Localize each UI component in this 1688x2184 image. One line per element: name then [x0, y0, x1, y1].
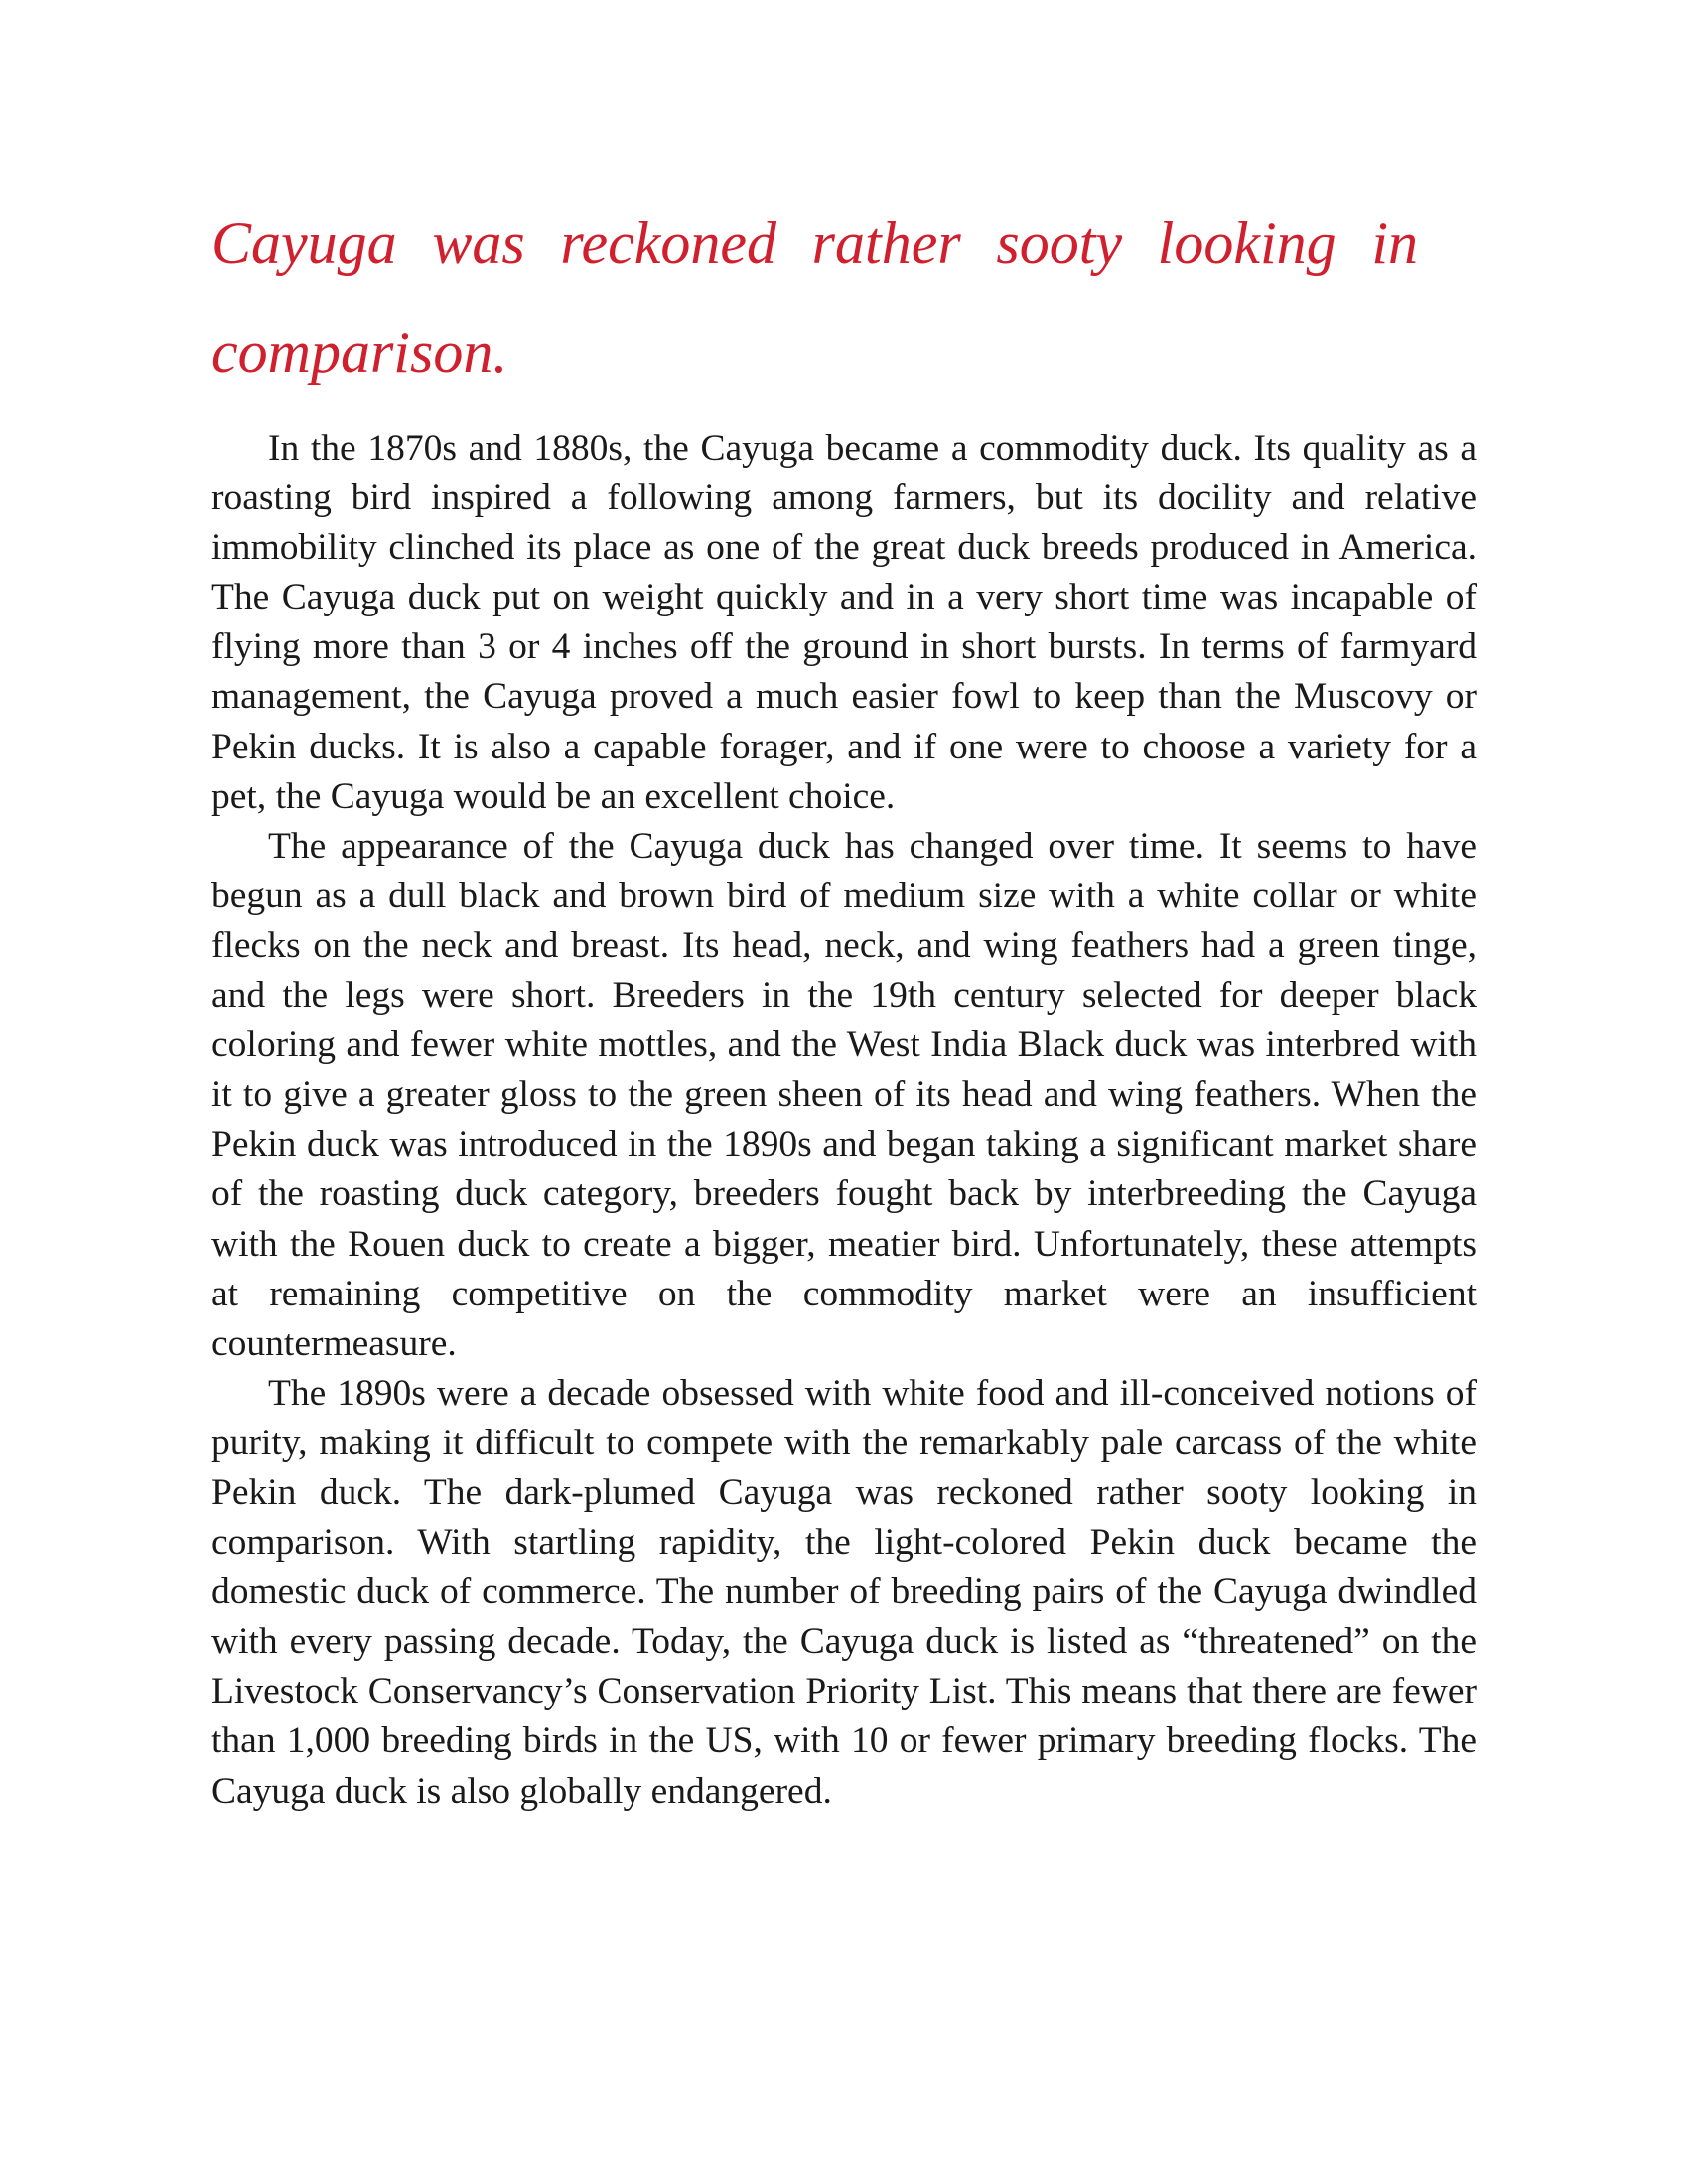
- paragraph-1: In the 1870s and 1880s, the Cayuga became a commodity duck. Its quality as a roasting bird inspired a following among farmers, but its docility and relative immobility clinched its place as one of the great duck breeds produced in America. The Cayuga duck put on weight quickly and in a very short time was incapable of flying more than 3 or 4 inches off the ground in short bursts. In terms of farmyard management, the Cayuga proved a much easier fowl to keep than the Muscovy or Pekin ducks. It is also a capable forager, and if one were to choose a variety for a pet, the Cayuga would be an excellent choice.: [211, 428, 1477, 817]
- paragraph-2: The appearance of the Cayuga duck has changed over time. It seems to have begun as a dull black and brown bird of medium size with a white collar or white flecks on the neck and breast. Its head, neck, and wing feathers had a green tinge, and the legs were short. Breeders in the 19th century selected for deeper black coloring and fewer white mottles, and the West India Black duck was interbred with it to give a greater gloss to the green sheen of its head and wing feathers. When the Pekin duck was introduced in the 1890s and began taking a significant market share of the roasting duck category, breeders fought back by interbreeding the Cayuga with the Rouen duck to create a bigger, meatier bird. Unfortunately, these attempts at remaining competitive on the commodity market were an insufficient countermeasure.: [211, 825, 1477, 1364]
- body-text: [211, 424, 1477, 1817]
- paragraph-3: The 1890s were a decade obsessed with white food and ill-conceived notions of purity, making it difficult to compete with the remarkably pale carcass of the white Pekin duck. The dark-plumed Cayuga was reckoned rather sooty looking in comparison. With startling rapidity, the light-colored Pekin duck became the domestic duck of commerce. The number of breeding pairs of the Cayuga dwindled with every passing decade. Today, the Cayuga duck is listed as “threatened” on the Livestock Conservancy’s Conservation Priority List. This means that there are fewer than 1,000 breeding birds in the US, with 10 or fewer primary breeding flocks. The Cayuga duck is also globally endangered.: [211, 1372, 1477, 1812]
- pull-quote: Cayuga was reckoned rather sooty looking in comparison.: [211, 210, 1418, 385]
